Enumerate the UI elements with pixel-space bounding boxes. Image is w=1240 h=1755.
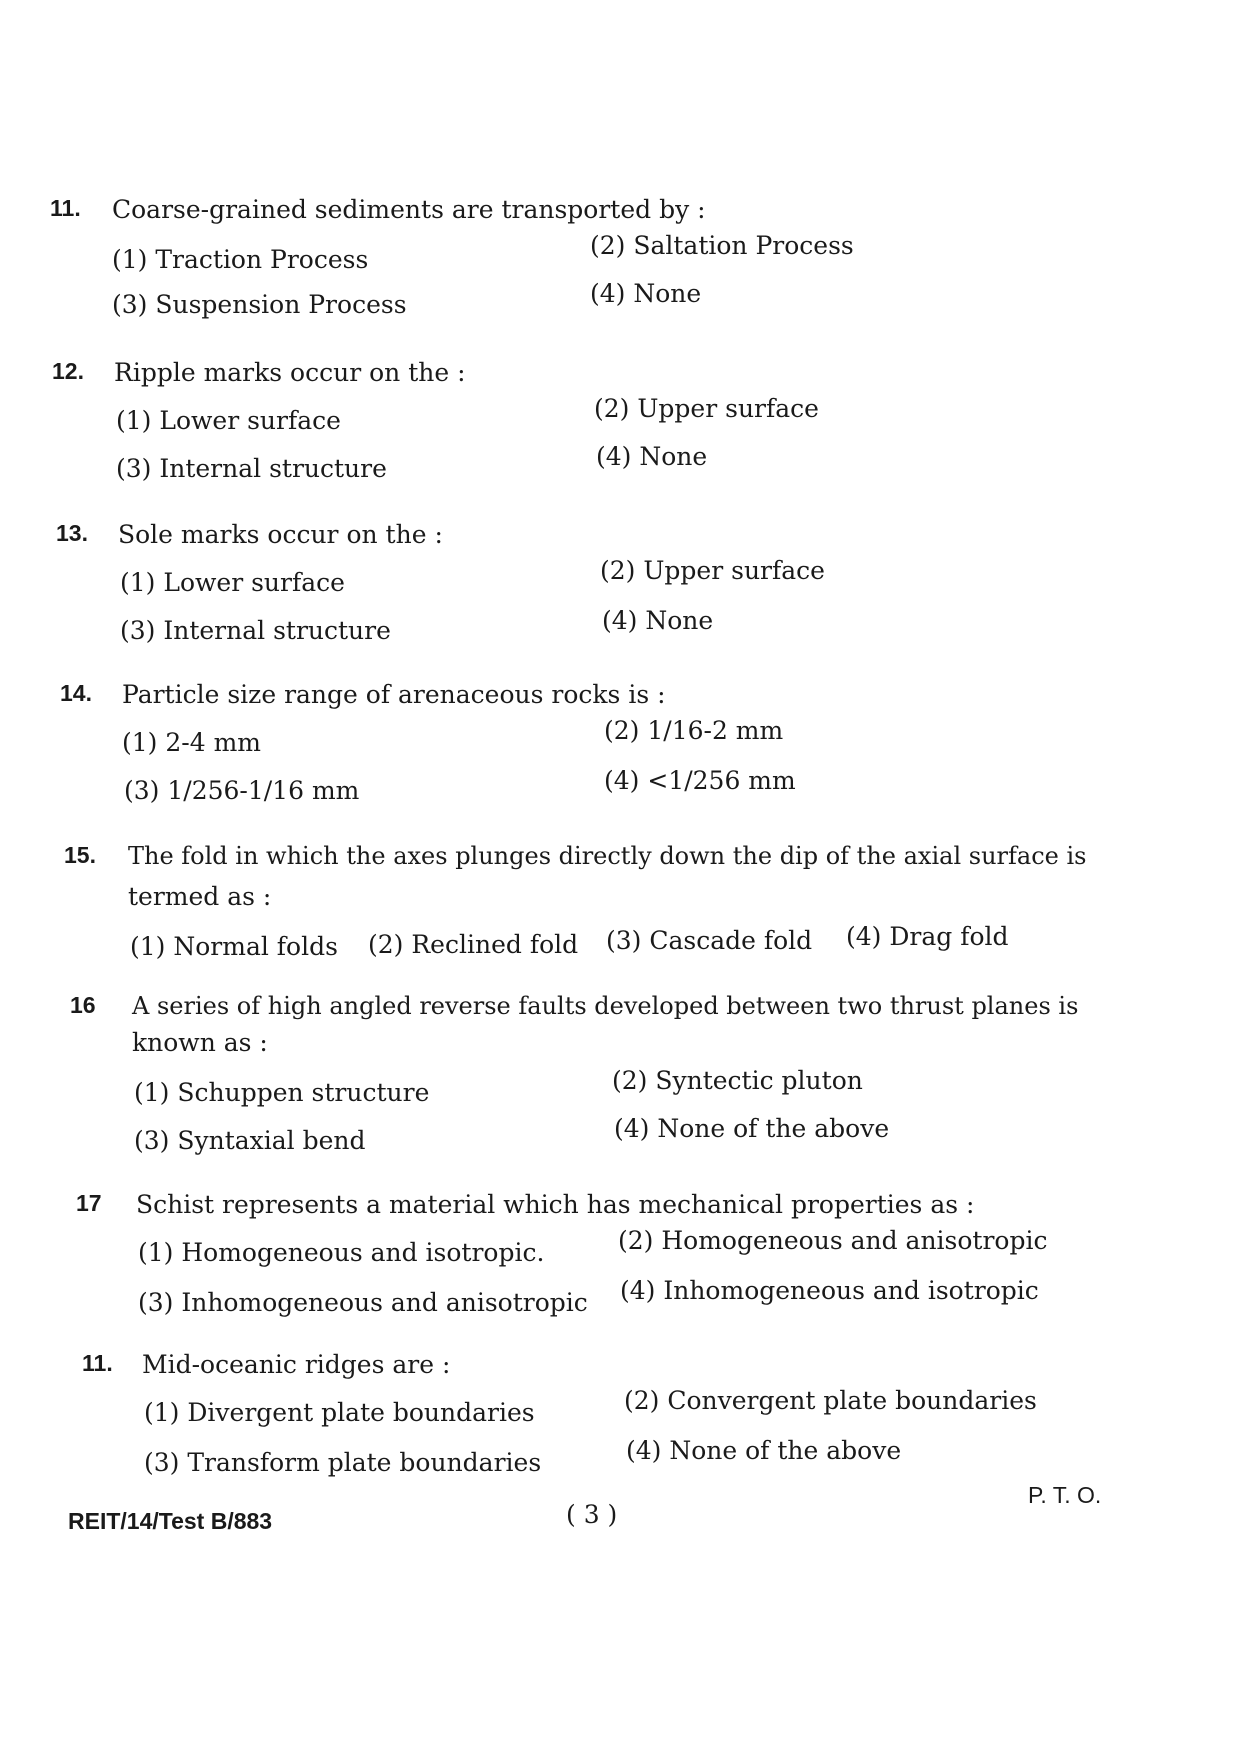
question-text-line-2: known as : bbox=[132, 1028, 268, 1057]
option-4: (4) None bbox=[602, 606, 714, 635]
question-text: Schist represents a material which has mechanical properties as : bbox=[136, 1190, 975, 1219]
question-number: 11. bbox=[50, 195, 81, 221]
paper-code: REIT/14/Test B/883 bbox=[68, 1508, 273, 1534]
option-1: (1) Homogeneous and isotropic. bbox=[138, 1238, 545, 1267]
question-number: 11. bbox=[82, 1350, 113, 1376]
question-number: 14. bbox=[60, 680, 92, 706]
question-number: 12. bbox=[52, 358, 84, 384]
question-text: Ripple marks occur on the : bbox=[114, 358, 466, 387]
please-turn-over: P. T. O. bbox=[1028, 1482, 1102, 1508]
option-1: (1) Schuppen structure bbox=[134, 1078, 430, 1107]
question-text-line-1: A series of high angled reverse faults developed between two thrust planes is bbox=[132, 992, 1079, 1020]
option-2: (2) Convergent plate boundaries bbox=[624, 1386, 1037, 1415]
page-number: ( 3 ) bbox=[566, 1500, 618, 1529]
option-3: (3) 1/256-1/16 mm bbox=[124, 776, 360, 805]
option-2: (2) Upper surface bbox=[600, 556, 825, 585]
option-3: (3) Internal structure bbox=[120, 616, 391, 645]
option-4: (4) Inhomogeneous and isotropic bbox=[620, 1276, 1039, 1305]
question-text-line-1: The fold in which the axes plunges directly down the dip of the axial surface is bbox=[128, 842, 1087, 870]
question-number: 17 bbox=[76, 1190, 102, 1216]
option-2: (2) Syntectic pluton bbox=[612, 1066, 863, 1095]
option-1: (1) Normal folds bbox=[130, 932, 338, 961]
option-3: (3) Cascade fold bbox=[606, 926, 813, 955]
question-number: 13. bbox=[56, 520, 88, 546]
option-4: (4) Drag fold bbox=[846, 922, 1009, 951]
option-3: (3) Transform plate boundaries bbox=[144, 1448, 542, 1477]
option-2: (2) Saltation Process bbox=[590, 231, 854, 260]
question-text: Coarse-grained sediments are transported by : bbox=[112, 195, 706, 224]
option-1: (1) Lower surface bbox=[116, 406, 341, 435]
option-2: (2) Upper surface bbox=[594, 394, 819, 423]
question-number: 15. bbox=[64, 842, 96, 868]
option-4: (4) None bbox=[590, 279, 702, 308]
option-2: (2) 1/16-2 mm bbox=[604, 716, 784, 745]
option-4: (4) None of the above bbox=[626, 1436, 902, 1465]
option-1: (1) Divergent plate boundaries bbox=[144, 1398, 535, 1427]
option-1: (1) Traction Process bbox=[112, 245, 369, 274]
question-number: 16 bbox=[70, 992, 96, 1018]
question-text: Mid-oceanic ridges are : bbox=[142, 1350, 451, 1379]
option-4: (4) None of the above bbox=[614, 1114, 890, 1143]
question-text: Particle size range of arenaceous rocks is : bbox=[122, 680, 666, 709]
question-text: Sole marks occur on the : bbox=[118, 520, 443, 549]
option-3: (3) Inhomogeneous and anisotropic bbox=[138, 1288, 588, 1317]
question-text-line-2: termed as : bbox=[128, 882, 272, 911]
option-4: (4) None bbox=[596, 442, 708, 471]
option-1: (1) Lower surface bbox=[120, 568, 345, 597]
option-3: (3) Suspension Process bbox=[112, 290, 407, 319]
option-2: (2) Homogeneous and anisotropic bbox=[618, 1226, 1048, 1255]
option-2: (2) Reclined fold bbox=[368, 930, 579, 959]
option-3: (3) Internal structure bbox=[116, 454, 387, 483]
option-1: (1) 2-4 mm bbox=[122, 728, 261, 757]
option-3: (3) Syntaxial bend bbox=[134, 1126, 366, 1155]
option-4: (4) <1/256 mm bbox=[604, 766, 796, 795]
